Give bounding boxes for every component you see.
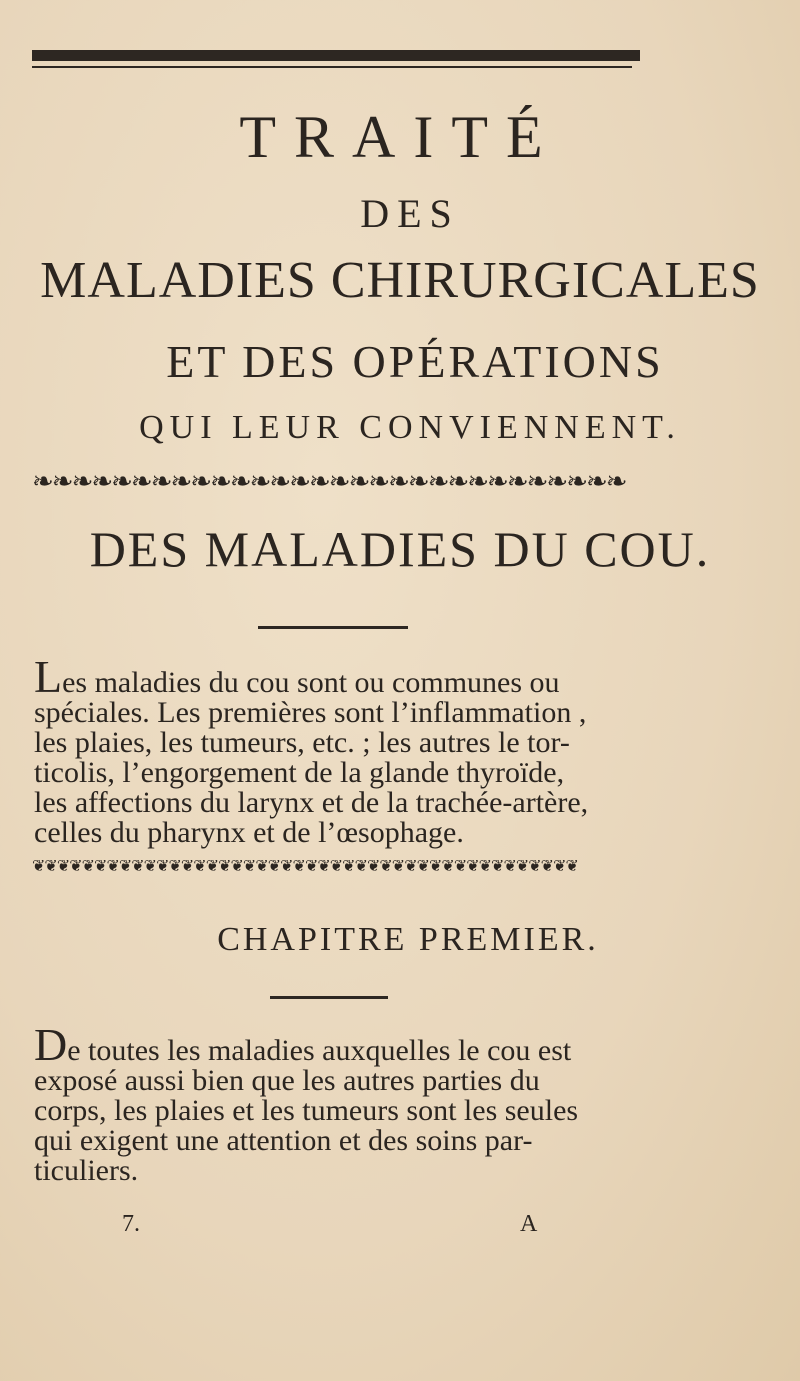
title-operations: ET DES OPÉRATIONS	[166, 336, 664, 387]
title-maladies-chirurgicales: MALADIES CHIRURGICALES	[40, 252, 760, 309]
ornament-band: ❦❦❦❦❦❦❦❦❦❦❦❦❦❦❦❦❦❦❦❦❦❦❦❦❦❦❦❦❦❦❦❦❦❦❦❦❦❦❦❦❦❦❦❦	[32, 860, 578, 874]
paragraph-line: exposé aussi bien que les autres parties du	[34, 1064, 540, 1097]
signature-mark-left: 7.	[122, 1211, 140, 1237]
title-des: DES	[360, 191, 460, 236]
signature-mark-right: A	[520, 1211, 538, 1237]
drop-cap: D	[34, 1019, 68, 1070]
paragraph-line: spéciales. Les premières sont l’inflammation ,	[34, 696, 587, 729]
intro-paragraph	[34, 651, 654, 849]
paragraph-line: Les maladies du cou sont ou communes ou	[34, 651, 560, 702]
paragraph-line: De toutes les maladies auxquelles le cou est	[34, 1019, 572, 1070]
paragraph-line: ticolis, l’engorgement de la glande thyroïde,	[34, 756, 565, 789]
paragraph-line: corps, les plaies et les tumeurs sont les seules	[34, 1094, 579, 1127]
paragraph-line: celles du pharynx et de l’œsophage.	[34, 816, 464, 849]
thin-rule	[32, 66, 632, 68]
paragraph-line: ticuliers.	[34, 1154, 139, 1187]
paragraph-line: les affections du larynx et de la trachée-artère,	[34, 786, 589, 819]
chapter-paragraph	[34, 1019, 654, 1187]
thick-rule	[32, 50, 640, 61]
ornament-band: ❧❧❧❧❧❧❧❧❧❧❧❧❧❧❧❧❧❧❧❧❧❧❧❧❧❧❧❧❧❧	[32, 470, 626, 494]
section-rule	[258, 626, 408, 629]
section-title: DES MALADIES DU COU.	[89, 521, 711, 577]
chapter-rule	[270, 996, 388, 999]
chapter-title: CHAPITRE PREMIER.	[217, 921, 599, 958]
title-traite: TRAITÉ	[239, 104, 561, 170]
drop-cap: L	[34, 651, 63, 702]
paragraph-line: qui exigent une attention et des soins par-	[34, 1124, 533, 1157]
top-double-rule	[32, 50, 640, 68]
title-qui-leur-conviennent: QUI LEUR CONVIENNENT.	[139, 409, 681, 446]
paragraph-line: les plaies, les tumeurs, etc. ; les autres le tor-	[34, 726, 570, 759]
